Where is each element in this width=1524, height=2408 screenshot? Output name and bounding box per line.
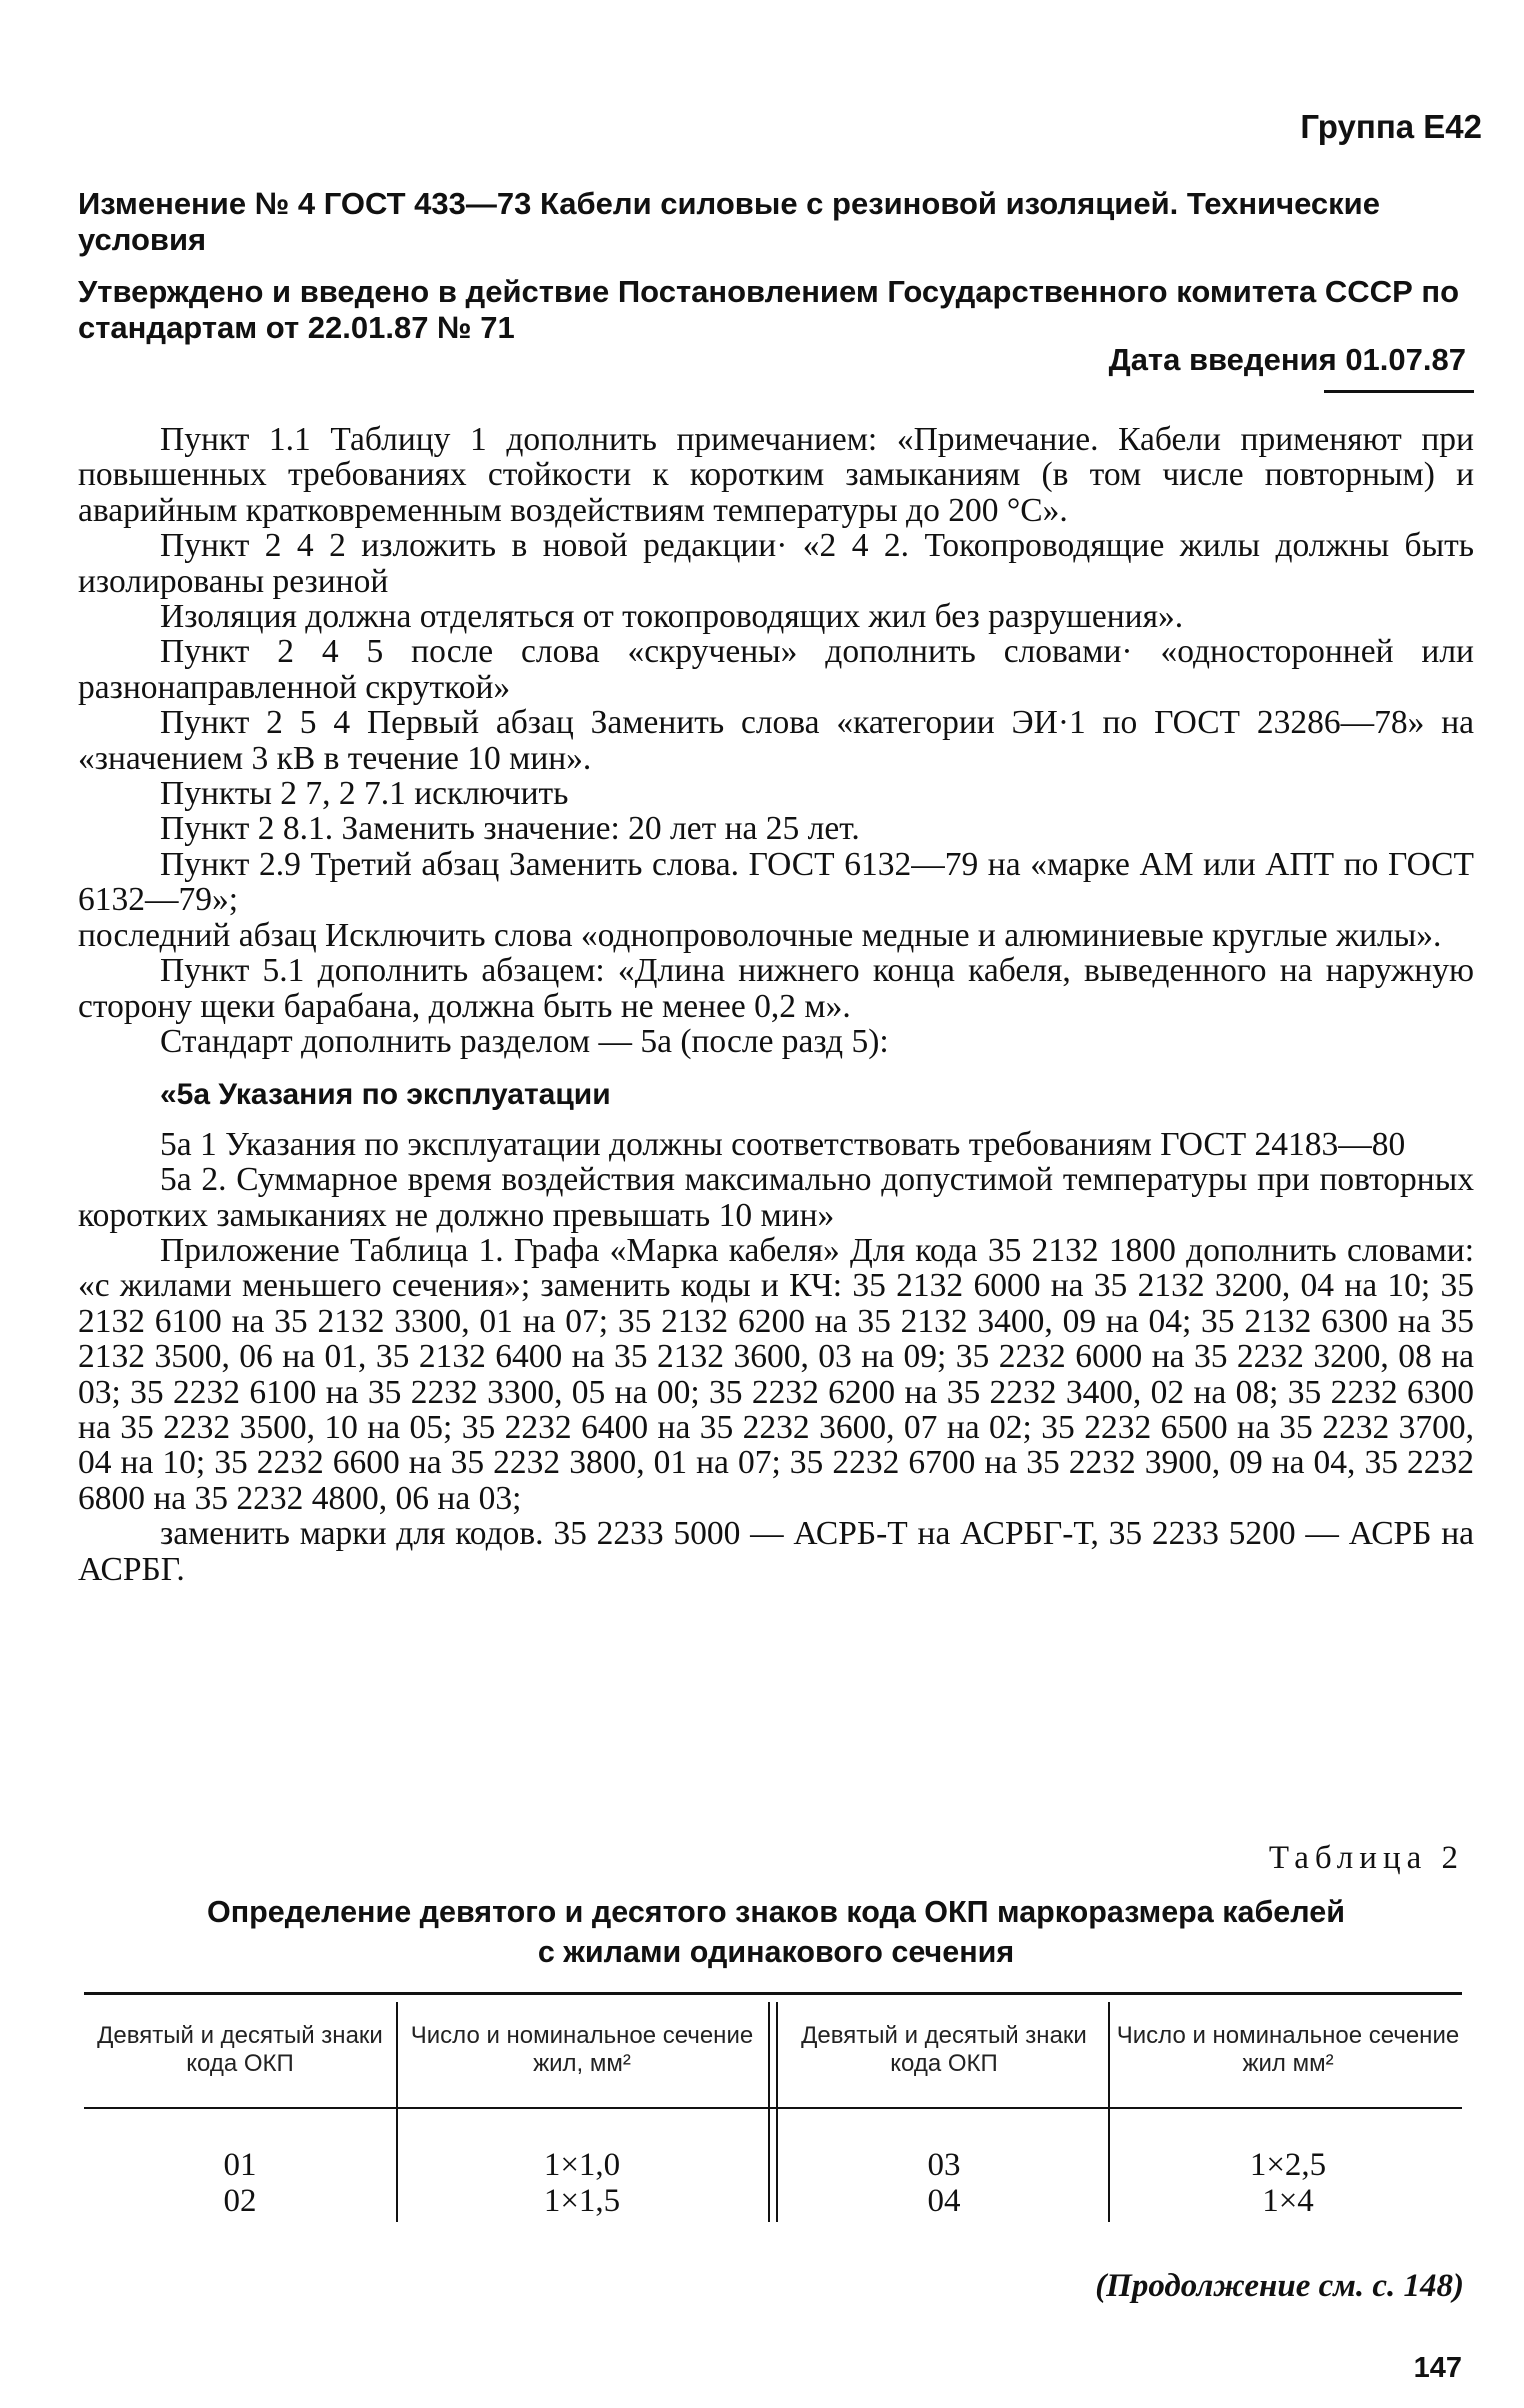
date-underline	[1324, 390, 1474, 393]
paragraph: Приложение Таблица 1. Графа «Марка кабеля» Для кода 35 2132 1800 дополнить словами: «с жилами меньшего сечения»; заменить коды и КЧ: 35 2132 6000 на 35 2132 3200, 04 на 10; 35 2132 6100 на 35 2132 3300, 01 на 07; 35 2132 6200 на 35 2132 3400, 09 на 04; 35 2132 6300 на 35 2132 3500, 06 на 01, 35 2132 6400 на 35 2132 3600, 03 на 09; 35 2232 6000 на 35 2232 3200, 08 на 03; 35 2232 6100 на 35 2232 3300, 05 на 00; 35 2232 6200 на 35 2232 3400, 02 на 08; 35 2232 6300 на 35 2232 3500, 10 на 05; 35 2232 6400 на 35 2232 3600, 07 на 02; 35 2232 6500 на 35 2232 3700, 04 на 10; 35 2232 6600 на 35 2232 3800, 01 на 07; 35 2232 6700 на 35 2232 3900, 09 на 04, 35 2232 6800 на 35 2232 4800, 06 на 03;	[78, 1231, 1474, 1517]
table-header-rule	[84, 2107, 1462, 2109]
continuation-note: (Продолжение см. с. 148)	[1095, 2268, 1464, 2304]
paragraph: последний абзац Исключить слова «однопроволочные медные и алюминиевые круглые жилы».	[78, 916, 1442, 954]
table-caption: Таблица 2	[1268, 1840, 1464, 1876]
paragraph: 5а 2. Суммарное время воздействия максимально допустимой температуры при повторных коротких замыканиях не должно превышать 10 мин»	[78, 1161, 1474, 1234]
table-title: Определение девятого и десятого знаков кода ОКП маркоразмера кабелей	[207, 1895, 1345, 1929]
table-cell: 1×4	[1262, 2183, 1314, 2219]
paragraph: Пункт 2.9 Третий абзац Заменить слова. ГОСТ 6132—79 на «марке АМ или АПТ по ГОСТ 6132—79»;	[78, 845, 1474, 919]
paragraph: 5а 1 Указания по эксплуатации должны соответствовать требованиям ГОСТ 24183—80	[160, 1125, 1406, 1163]
column-divider	[396, 2002, 398, 2222]
paragraph: Пункт 2 4 2 изложить в новой редакции· «2 4 2. Токопроводящие жилы должны быть изолированы резиной	[78, 527, 1474, 600]
page-number: 147	[1413, 2352, 1462, 2384]
group-code: Группа Е42	[1300, 108, 1482, 145]
table-header-cell: Девятый и десятый знаки кода ОКП	[97, 2022, 383, 2077]
table-cell: 01	[223, 2147, 257, 2183]
table-cell: 03	[927, 2147, 961, 2183]
paragraph: Пункты 2 7, 2 7.1 исключить	[160, 775, 569, 813]
paragraph: заменить марки для кодов. 35 2233 5000 — АСРБ-Т на АСРБГ-Т, 35 2233 5200 — АСРБ на АСРБГ.	[78, 1515, 1474, 1588]
effective-date: Дата введения 01.07.87	[1108, 342, 1466, 377]
table-header-cell: Число и номинальное сечение жил мм²	[1116, 2022, 1460, 2077]
section-heading: «5а Указания по эксплуатации	[160, 1078, 611, 1112]
column-divider	[1108, 2002, 1110, 2222]
column-divider-double	[776, 2002, 778, 2222]
table-top-rule	[84, 1992, 1462, 1995]
amendment-title: Изменение № 4 ГОСТ 433—73 Кабели силовые с резиновой изоляцией. Технические условия	[78, 186, 1380, 257]
table-header-cell: Число и номинальное сечение жил, мм²	[410, 2022, 754, 2077]
paragraph: Пункт 2 4 5 после слова «скручены» дополнить словами· «односторонней или разнонаправленной скруткой»	[78, 633, 1474, 706]
table-title-line2: с жилами одинакового сечения	[537, 1935, 1015, 1969]
table-header-cell: Девятый и десятый знаки кода ОКП	[801, 2022, 1087, 2077]
amendment-body	[78, 422, 1474, 1587]
paragraph: Пункт 2 5 4 Первый абзац Заменить слова «категории ЭИ·1 по ГОСТ 23286—78» на «значением 3 кВ в течение 10 мин».	[78, 704, 1474, 777]
paragraph: Пункт 2 8.1. Заменить значение: 20 лет на 25 лет.	[160, 810, 860, 848]
table-2	[84, 1992, 1462, 2222]
paragraph: Стандарт дополнить разделом — 5а (после разд 5):	[160, 1022, 889, 1060]
table-cell: 1×1,0	[543, 2147, 621, 2183]
paragraph: Пункт 5.1 дополнить абзацем: «Длина нижнего конца кабеля, выведенного на наружную сторону щеки барабана, должна быть не менее 0,2 м».	[78, 952, 1474, 1025]
table-cell: 1×2,5	[1249, 2147, 1327, 2183]
paragraph: Изоляция должна отделяться от токопроводящих жил без разрушения».	[160, 598, 1184, 636]
table-cell: 1×1,5	[543, 2183, 621, 2219]
column-divider-double	[768, 2002, 770, 2222]
table-cell: 02	[223, 2183, 257, 2219]
paragraph: Пункт 1.1 Таблицу 1 дополнить примечанием: «Примечание. Кабели применяют при повышенных требованиях стойкости к коротким замыканиям (в том числе повторным) и аварийным кратковременным воздействиям температуры до 200 °С».	[78, 421, 1474, 529]
approval-line: Утверждено и введено в действие Постановлением Государственного комитета СССР по стандартам от 22.01.87 № 71	[78, 274, 1460, 345]
table-cell: 04	[927, 2183, 961, 2219]
